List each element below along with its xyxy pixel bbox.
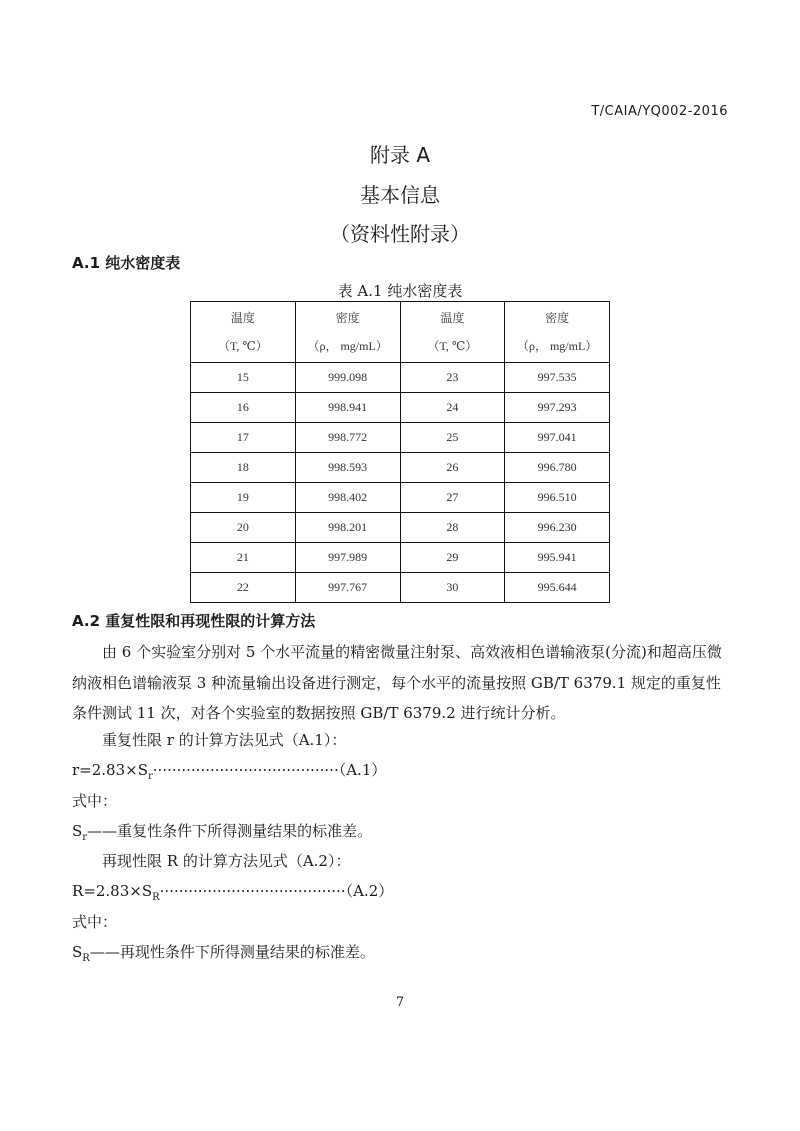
table-cell: 997.767 bbox=[295, 573, 400, 603]
table-cell: 15 bbox=[191, 363, 296, 393]
table-cell: 22 bbox=[191, 573, 296, 603]
table-cell: 27 bbox=[400, 483, 505, 513]
table-cell: 18 bbox=[191, 453, 296, 483]
formula-ref-a2: ·······································（A.2） bbox=[159, 882, 394, 900]
table-row bbox=[191, 423, 610, 453]
table-cell: 997.989 bbox=[295, 543, 400, 573]
table-cell: 995.941 bbox=[505, 543, 610, 573]
table-cell: 998.593 bbox=[295, 453, 400, 483]
method-paragraph-text: 由 6 个实验室分别对 5 个水平流量的精密微量注射泵、高效液相色谱输液泵(分流)和超高压微纳液相色谱输液泵 3 种流量输出设备进行测定，每个水平的流量按照 GB/T 6379.1 规定的重复性条件测试 11 次，对各个实验室的数据按照 GB/T 6379.2 进行统计分析。 bbox=[72, 643, 722, 722]
table-cell: 30 bbox=[400, 573, 505, 603]
formula-ref-a1: ·······································（A.1） bbox=[152, 761, 387, 779]
sr-definition: $S_r——$重复性条件下所得测量结果的标准差。 bbox=[72, 822, 373, 843]
table-caption: 表 A.1 纯水密度表 bbox=[337, 282, 463, 300]
table-row bbox=[191, 543, 610, 573]
appendix-type: （资料性附录） bbox=[330, 222, 470, 246]
table-cell: 25 bbox=[400, 423, 505, 453]
table-cell: 998.941 bbox=[295, 393, 400, 423]
table-cell: 19 bbox=[191, 483, 296, 513]
table-cell: 26 bbox=[400, 453, 505, 483]
table-cell: 996.230 bbox=[505, 513, 610, 543]
density-table bbox=[190, 301, 610, 603]
sR-definition: $S_R——$再现性条件下所得测量结果的标准差。 bbox=[72, 943, 375, 964]
table-cell: 998.772 bbox=[295, 423, 400, 453]
header-temperature: 温度 （T, ℃） bbox=[400, 302, 505, 363]
header-temperature: 温度 （T, ℃） bbox=[191, 302, 296, 363]
table-row bbox=[191, 393, 610, 423]
table-cell: 997.535 bbox=[505, 363, 610, 393]
section-a1-heading: A.1 纯水密度表 bbox=[72, 254, 181, 272]
table-cell: 24 bbox=[400, 393, 505, 423]
table-cell: 998.201 bbox=[295, 513, 400, 543]
table-row bbox=[191, 573, 610, 603]
reproducibility-intro: 再现性限 R 的计算方法见式（A.2）： bbox=[102, 852, 351, 870]
section-a2-heading: A.2 重复性限和再现性限的计算方法 bbox=[72, 612, 316, 630]
table-cell: 997.293 bbox=[505, 393, 610, 423]
table-cell: 29 bbox=[400, 543, 505, 573]
table-cell: 999.098 bbox=[295, 363, 400, 393]
table-cell: 995.644 bbox=[505, 573, 610, 603]
table-cell: 28 bbox=[400, 513, 505, 543]
table-cell: 20 bbox=[191, 513, 296, 543]
table-row bbox=[191, 363, 610, 393]
where-label: 式中： bbox=[72, 913, 118, 931]
table-cell: 21 bbox=[191, 543, 296, 573]
repeatability-intro: 重复性限 r 的计算方法见式（A.1）： bbox=[102, 731, 347, 749]
document-code: T/CAIA/YQ002-2016 bbox=[591, 104, 728, 119]
appendix-title: 附录 A bbox=[369, 143, 431, 167]
header-density: 密度 （ρ， mg/mL） bbox=[295, 302, 400, 363]
header-density: 密度 （ρ， mg/mL） bbox=[505, 302, 610, 363]
table-cell: 16 bbox=[191, 393, 296, 423]
method-paragraph bbox=[72, 637, 728, 729]
table-row bbox=[191, 483, 610, 513]
where-label: 式中： bbox=[72, 792, 118, 810]
table-cell: 997.041 bbox=[505, 423, 610, 453]
table-row bbox=[191, 453, 610, 483]
reproducibility-formula: $R=2.83\times S_R\cdot\cdot\cdot\cdot\cdot\cdot\cdot\cdot\cdot\cdot\cdot\cdot\cdot\cdot\cdot\cdot\cdot\cdot\cdot\cdot\cdot\cdot\cdot\cdot\cdot\cdot\cdot\cdot\cdot\cdot\cdot\cdot\cdot\cdot\cdot\cdot\cdot\cdot\cdot(A.2)$ bbox=[72, 882, 394, 903]
main-title: 基本信息 bbox=[360, 183, 440, 207]
table-cell: 996.780 bbox=[505, 453, 610, 483]
page-number: 7 bbox=[395, 995, 405, 1010]
table-cell: 996.510 bbox=[505, 483, 610, 513]
table-cell: 23 bbox=[400, 363, 505, 393]
table-row bbox=[191, 513, 610, 543]
table-header-row bbox=[191, 302, 610, 363]
repeatability-formula: $r=2.83\times S_r\cdot\cdot\cdot\cdot\cdot\cdot\cdot\cdot\cdot\cdot\cdot\cdot\cdot\cdot\cdot\cdot\cdot\cdot\cdot\cdot\cdot\cdot\cdot\cdot\cdot\cdot\cdot\cdot\cdot\cdot\cdot\cdot\cdot\cdot\cdot\cdot\cdot\cdot\cdot(A.1)$ bbox=[72, 761, 387, 782]
table-cell: 17 bbox=[191, 423, 296, 453]
table-cell: 998.402 bbox=[295, 483, 400, 513]
